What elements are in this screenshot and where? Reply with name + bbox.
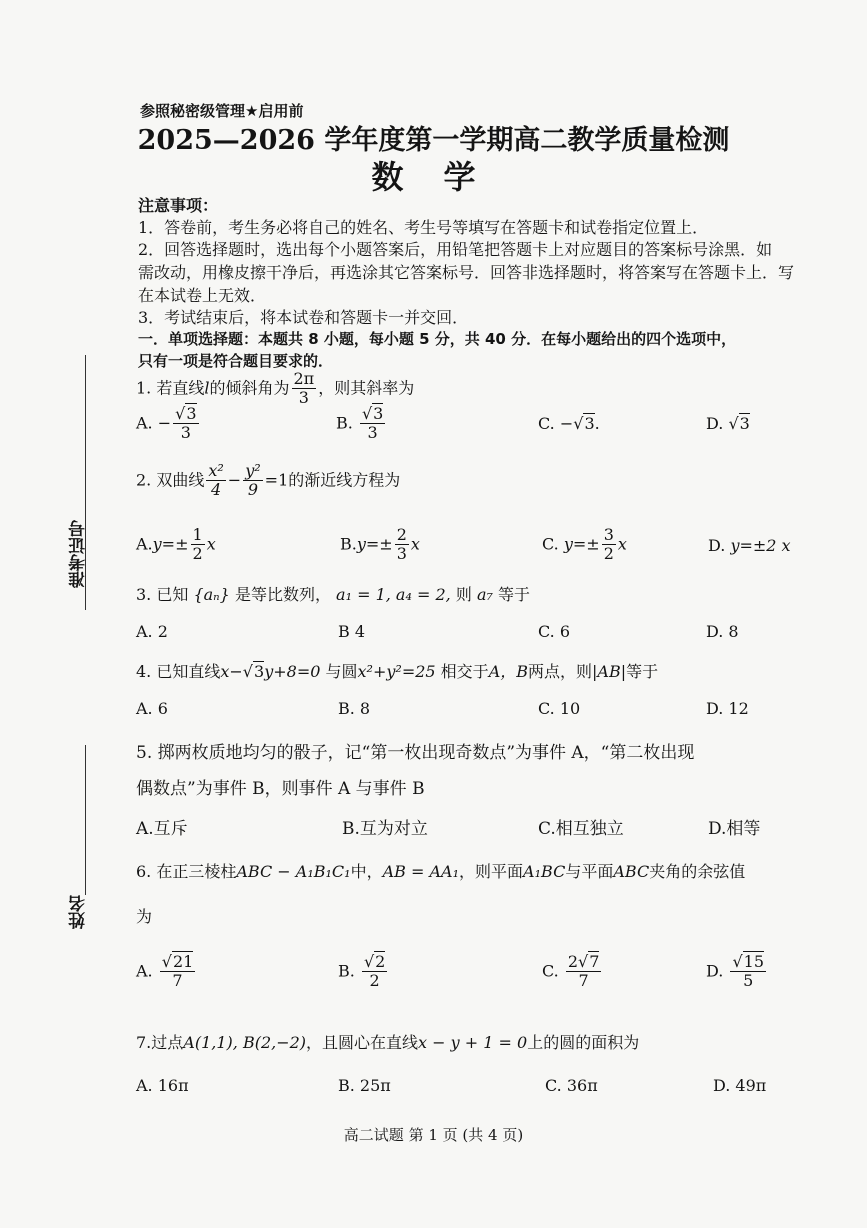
q4-prefix: 4. 已知直线 (136, 662, 221, 681)
q2-a-lhs: y=± (152, 534, 189, 554)
question-5-line-2: 偶数点”为事件 B，则事件 A 与事件 B (136, 779, 425, 799)
q1-a-den: 3 (180, 423, 191, 443)
q3-suffix: 等于 (497, 585, 530, 604)
q1-b-den: 3 (367, 423, 378, 443)
q6-d-den: 5 (743, 971, 754, 991)
q4-points: A，B (488, 662, 529, 681)
q6-mid: 中， (350, 862, 383, 881)
q6-option-d (706, 953, 768, 991)
q6-mid3: 与平面 (565, 862, 614, 881)
q2-c-lhs: y=± (563, 534, 600, 554)
q1-a-fraction (173, 405, 198, 443)
notice-heading: 注意事项： (138, 196, 219, 215)
q6-a-rad: 21 (172, 952, 194, 971)
q6-a-sqrt: √21 (161, 952, 194, 971)
q2-b-var: x (410, 534, 420, 554)
q5-option-a: A.互斥 (136, 819, 188, 839)
q7-option-d: D. 49π (713, 1076, 767, 1095)
q7-prefix: 7.过点 (136, 1033, 184, 1052)
q6-a-fraction (160, 953, 196, 991)
q6-suffix: 夹角的余弦值 (649, 862, 746, 881)
q2-d-label: D. (708, 536, 726, 555)
notice-item-1: 1．答卷前，考生务必将自己的姓名、考生号等填写在答题卡和试卷指定位置上． (138, 218, 709, 237)
q7-line: x − y + 1 = 0 (418, 1033, 528, 1052)
q1-suffix: ，则其斜率为 (318, 378, 415, 398)
q1-b-label: B. (336, 413, 353, 433)
notice-item-2-line-2: 需改动，用橡皮擦干净后，再选涂其它答案标号．回答非选择题时，将答案写在答题卡上．写 (138, 263, 795, 282)
q6-b-fraction (362, 953, 387, 991)
q2-f1-num: x² (208, 461, 224, 480)
q2-a-fraction (191, 526, 205, 564)
q2-b-num: 2 (396, 525, 407, 544)
q4-line-b: y+8=0 (264, 662, 321, 681)
q2-b-den: 3 (396, 544, 407, 564)
q7-option-b: B. 25π (338, 1076, 391, 1095)
q1-c-tail: . (594, 414, 600, 433)
q7-suffix: 上的圆的面积为 (527, 1033, 640, 1052)
q1-option-c (538, 414, 600, 433)
q4-option-c: C. 10 (538, 699, 581, 718)
q3-mid: 是等比数列， (234, 585, 331, 604)
q7-option-c: C. 36π (545, 1076, 598, 1095)
q1-d-sqrt: √3 (728, 414, 750, 433)
q2-a-den: 2 (192, 544, 203, 564)
q2-c-var: x (617, 534, 627, 554)
q6-a-label: A. (136, 961, 153, 981)
q6-a-den: 7 (172, 971, 183, 991)
subject-title: 数学 (371, 158, 516, 196)
q6-option-a (136, 953, 197, 991)
q1-option-a (136, 405, 201, 443)
q5-option-b: B.互为对立 (342, 819, 428, 839)
q1-a-sqrt: √3 (175, 404, 197, 423)
q3-cond: a₁ = 1, a₄ = 2, (336, 585, 451, 604)
q6-option-b (338, 953, 389, 991)
q5-option-d: D.相等 (708, 819, 761, 839)
notice-item-3: 3．考试结束后，将本试卷和答题卡一并交回． (138, 308, 469, 327)
q2-minus: − (227, 470, 242, 490)
q2-fraction-y (243, 462, 262, 500)
q6-b-sqrt: √2 (363, 952, 386, 971)
q1-c-sqrt: √3 (573, 414, 595, 433)
q2-a-num: 1 (192, 525, 203, 544)
q2-option-a (136, 526, 216, 564)
q1-c-sign: − (559, 414, 574, 433)
notice-item-2-line-3: 在本试卷上无效． (138, 286, 267, 305)
q6-plane1: A₁BC (523, 862, 566, 881)
q2-option-b (340, 526, 420, 564)
q3-target: a₇ (476, 585, 493, 604)
q1-a-label: A. (136, 413, 153, 433)
q4-circle: x²+y²=25 (357, 662, 436, 681)
q4-mid2: 相交于 (440, 662, 489, 681)
q7-mid: ，且圆心在直线 (306, 1033, 419, 1052)
q3-option-d: D. 8 (706, 622, 739, 641)
q3-prefix: 3. 已知 (136, 585, 189, 604)
q6-c-coef: 2 (567, 952, 579, 971)
q1-d-rad: 3 (739, 414, 750, 433)
q2-suffix: 的渐近线方程为 (288, 470, 401, 490)
q2-c-fraction (602, 526, 616, 564)
q2-b-lhs: y=± (356, 534, 393, 554)
q2-eq: =1 (264, 470, 289, 490)
question-2 (136, 462, 400, 500)
q7-option-a: A. 16π (136, 1076, 189, 1095)
q6-b-den: 2 (369, 971, 380, 991)
section-1-heading-line-2: 只有一项是符合题目要求的． (138, 352, 334, 370)
q2-f2-den: 9 (247, 480, 259, 500)
q2-a-var: x (206, 534, 216, 554)
q6-c-den: 7 (578, 971, 589, 991)
q1-d-label: D. (706, 414, 724, 433)
q6-option-c (542, 953, 603, 991)
name-label: 姓名 (69, 895, 89, 929)
q3-then: 则 (455, 585, 472, 604)
q2-a-label: A. (136, 534, 153, 554)
q4-rad: 3 (254, 662, 265, 681)
q3-option-c: C. 6 (538, 622, 571, 641)
q2-fraction-x (206, 462, 225, 500)
notice-item-2-line-1: 2．回答选择题时，选出每个小题答案后，用铅笔把答题卡上对应题目的答案标号涂黑．如 (138, 240, 773, 259)
q2-option-d (708, 536, 791, 555)
secrecy-label: 参照秘密级管理★启用前 (140, 102, 304, 120)
q6-c-label: C. (542, 961, 559, 981)
q1-a-sign: − (157, 413, 172, 433)
question-6-line-1 (136, 859, 745, 882)
q6-b-label: B. (338, 961, 355, 981)
question-5-line-1: 5. 掷两枚质地均匀的骰子，记“第一枚出现奇数点”为事件 A，“第二枚出现 (136, 743, 695, 763)
q6-c-rad: 7 (589, 952, 600, 971)
q1-b-sqrt: √3 (361, 404, 384, 423)
q1-var: l (204, 378, 210, 398)
q6-d-rad: 15 (743, 952, 764, 971)
name-underline (85, 745, 86, 895)
q1-b-fraction (360, 405, 385, 443)
q2-d-text: y=±2 x (730, 536, 791, 555)
q4-mid: 与圆 (325, 662, 358, 681)
q3-seq: {aₙ} (193, 585, 230, 604)
q6-b-rad: 2 (375, 952, 386, 971)
question-7 (136, 1030, 639, 1053)
q6-mid2: ，则平面 (459, 862, 524, 881)
section-1-heading-line-1: 一．单项选择题：本题共 8 小题，每小题 5 分，共 40 分．在每小题给出的四个选项中， (138, 330, 737, 348)
q2-c-den: 2 (603, 544, 614, 564)
question-6-line-2: 为 (136, 907, 153, 926)
q1-c-label: C. (538, 414, 555, 433)
q1-option-d (706, 414, 750, 433)
q2-b-fraction (395, 526, 409, 564)
q6-prefix: 6. 在正三棱柱 (136, 862, 237, 881)
q4-option-b: B. 8 (338, 699, 371, 718)
q3-option-a: A. 2 (136, 622, 168, 641)
q2-option-c (542, 526, 627, 564)
q6-d-label: D. (706, 961, 724, 981)
q1-a-rad: 3 (186, 404, 197, 423)
q1-frac-den: 3 (298, 388, 309, 408)
q4-option-d: D. 12 (706, 699, 749, 718)
q3-option-b: B 4 (338, 622, 366, 641)
q6-c-sqrt: √7 (578, 952, 600, 971)
q2-prefix: 2. 双曲线 (136, 470, 205, 490)
q1-c-rad: 3 (584, 414, 595, 433)
q6-d-sqrt: √15 (732, 952, 764, 971)
q1-mid: 的倾斜角为 (209, 378, 290, 398)
q7-points: A(1,1), B(2,−2) (183, 1033, 307, 1052)
exam-title: 2025—2026 学年度第一学期高二教学质量检测 (137, 125, 730, 156)
q6-prism: ABC − A₁B₁C₁ (236, 862, 351, 881)
q1-angle-fraction (292, 370, 317, 408)
q2-c-label: C. (542, 534, 559, 554)
q4-line-a: x− (220, 662, 243, 681)
q6-cond: AB = AA₁ (382, 862, 460, 881)
q1-frac-num: 2π (293, 369, 315, 388)
q2-c-num: 3 (603, 525, 614, 544)
q4-sqrt: √3 (242, 662, 265, 681)
q1-option-b (336, 405, 387, 443)
q4-option-a: A. 6 (136, 699, 168, 718)
q2-b-label: B. (340, 534, 357, 554)
page-footer: 高二试题 第 1 页 (共 4 页) (343, 1126, 524, 1144)
q1-prefix: 1. 若直线 (136, 378, 205, 398)
question-3 (136, 582, 530, 605)
q5-option-c: C.相互独立 (538, 819, 624, 839)
q4-suffix: 等于 (626, 662, 659, 681)
q2-f1-den: 4 (210, 480, 222, 500)
q6-c-fraction (566, 953, 602, 991)
q2-f2-num: y² (245, 461, 261, 480)
q4-mid3: 两点，则 (528, 662, 593, 681)
q6-d-fraction (730, 953, 766, 991)
question-4 (136, 659, 658, 682)
q6-plane2: ABC (613, 862, 650, 881)
q1-b-rad: 3 (373, 404, 384, 423)
exam-number-label: 准考证号 (69, 520, 89, 588)
q4-seg: |AB| (592, 662, 627, 681)
